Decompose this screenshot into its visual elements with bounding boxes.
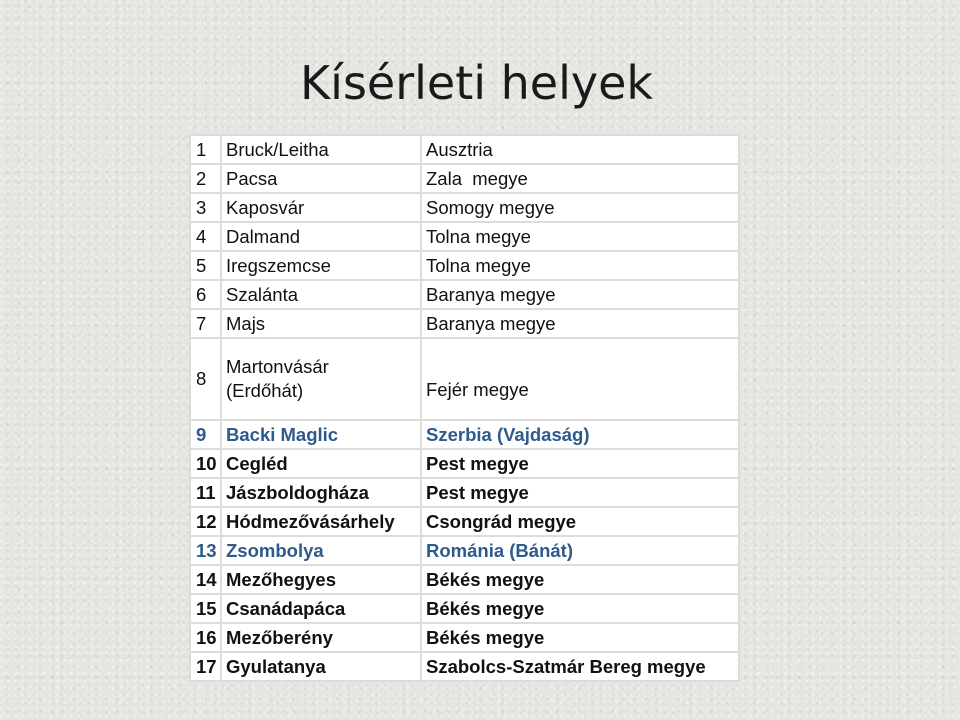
row-number: 4 [190,222,221,251]
row-number: 2 [190,164,221,193]
slide-title: Kísérleti helyek [300,56,654,110]
row-number: 17 [190,652,221,681]
table-row [190,565,739,594]
site-region: Szabolcs-Szatmár Bereg megye [421,652,739,681]
table-row [190,420,739,449]
site-region: Zala megye [421,164,739,193]
table-row [190,309,739,338]
row-number: 10 [190,449,221,478]
row-number: 11 [190,478,221,507]
site-region: Csongrád megye [421,507,739,536]
table-row [190,507,739,536]
table-row [190,222,739,251]
site-name: Mezőberény [221,623,421,652]
site-name: Majs [221,309,421,338]
site-region: Pest megye [421,478,739,507]
table-row [190,536,739,565]
site-name: Zsombolya [221,536,421,565]
row-number: 15 [190,594,221,623]
site-name: Jászboldogháza [221,478,421,507]
site-region: Tolna megye [421,222,739,251]
row-number: 1 [190,135,221,164]
row-number: 14 [190,565,221,594]
table-row [190,594,739,623]
site-region: Ausztria [421,135,739,164]
table-row [190,193,739,222]
table-row [190,135,739,164]
site-region: Baranya megye [421,309,739,338]
site-name: Pacsa [221,164,421,193]
table-row [190,478,739,507]
row-number: 5 [190,251,221,280]
row-number: 13 [190,536,221,565]
site-name: Szalánta [221,280,421,309]
site-region: Románia (Bánát) [421,536,739,565]
row-number: 3 [190,193,221,222]
sites-table [189,134,740,682]
site-region: Békés megye [421,565,739,594]
site-region: Somogy megye [421,193,739,222]
site-region: Békés megye [421,623,739,652]
site-name: Dalmand [221,222,421,251]
site-region: Békés megye [421,594,739,623]
site-region: Fejér megye [421,338,739,420]
table-row [190,449,739,478]
site-region: Tolna megye [421,251,739,280]
site-name: Gyulatanya [221,652,421,681]
row-number: 7 [190,309,221,338]
table-row [190,652,739,681]
row-number: 6 [190,280,221,309]
table-row [190,164,739,193]
site-region: Szerbia (Vajdaság) [421,420,739,449]
table-row [190,251,739,280]
site-region: Pest megye [421,449,739,478]
site-name-line1: Martonvásár [226,356,329,377]
site-name: Mezőhegyes [221,565,421,594]
site-name: Bruck/Leitha [221,135,421,164]
row-number: 9 [190,420,221,449]
site-name [221,338,421,420]
site-name-line2: (Erdőhát) [226,380,304,401]
site-name: Backi Maglic [221,420,421,449]
table-row [190,280,739,309]
row-number: 8 [190,338,221,420]
row-number: 12 [190,507,221,536]
table-row [190,623,739,652]
site-region: Baranya megye [421,280,739,309]
site-name: Csanádapáca [221,594,421,623]
site-name: Hódmezővásárhely [221,507,421,536]
site-name: Kaposvár [221,193,421,222]
site-name: Cegléd [221,449,421,478]
table-row [190,338,739,420]
site-name: Iregszemcse [221,251,421,280]
row-number: 16 [190,623,221,652]
